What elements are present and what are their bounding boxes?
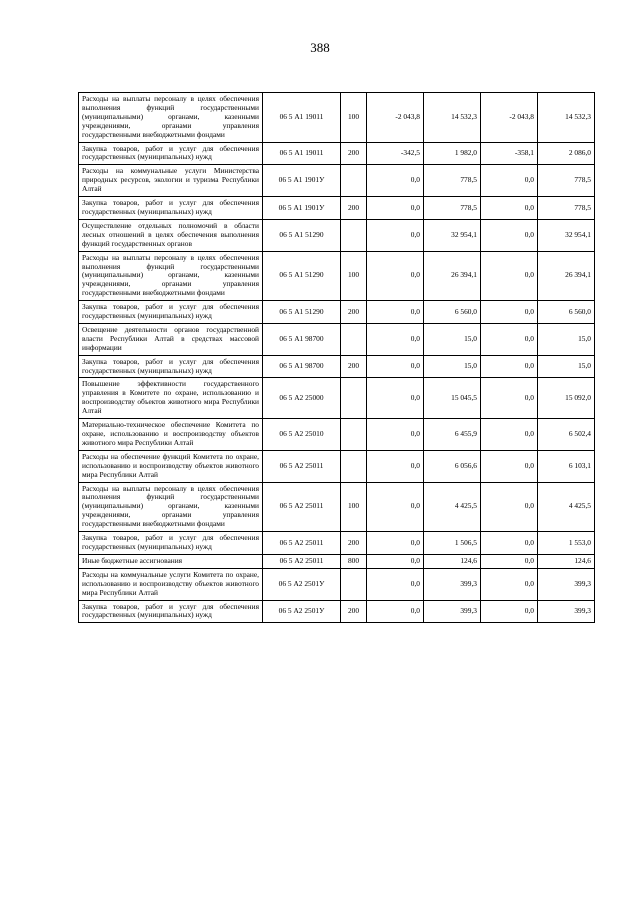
row-value-1-cell: 0,0	[367, 568, 424, 600]
row-vr-cell	[341, 323, 367, 355]
table-row	[79, 482, 595, 532]
row-vr-cell: 200	[341, 142, 367, 165]
row-vr-cell: 200	[341, 532, 367, 555]
row-code-cell: 06 5 А1 19011	[263, 142, 341, 165]
row-value-1-cell: 0,0	[367, 532, 424, 555]
table-row	[79, 251, 595, 301]
row-value-2-cell: 15,0	[424, 323, 481, 355]
row-value-4-cell: 778,5	[538, 197, 595, 220]
row-name-cell: Иные бюджетные ассигнования	[79, 554, 263, 568]
table-row	[79, 568, 595, 600]
row-value-3-cell: 0,0	[481, 482, 538, 532]
row-value-2-cell: 778,5	[424, 165, 481, 197]
table-row	[79, 219, 595, 251]
table-row	[79, 532, 595, 555]
row-value-2-cell: 6 056,6	[424, 450, 481, 482]
row-value-4-cell: 1 553,0	[538, 532, 595, 555]
row-value-4-cell: 6 103,1	[538, 450, 595, 482]
row-value-2-cell: 1 982,0	[424, 142, 481, 165]
row-code-cell: 06 5 А2 25011	[263, 482, 341, 532]
row-value-1-cell: 0,0	[367, 450, 424, 482]
row-value-4-cell: 32 954,1	[538, 219, 595, 251]
row-vr-cell: 800	[341, 554, 367, 568]
row-name-cell: Расходы на выплаты персоналу в целях обеспечения выполнения функций государственными (муниципальными) органами, казенными учреждениями, органами управления государственными внебюджетными фондами	[79, 482, 263, 532]
row-value-2-cell: 399,3	[424, 600, 481, 623]
row-value-1-cell: 0,0	[367, 197, 424, 220]
row-value-1-cell: 0,0	[367, 301, 424, 324]
row-code-cell: 06 5 А2 2501У	[263, 600, 341, 623]
row-value-4-cell: 26 394,1	[538, 251, 595, 301]
row-value-2-cell: 6 560,0	[424, 301, 481, 324]
row-code-cell: 06 5 А2 2501У	[263, 568, 341, 600]
table-row	[79, 600, 595, 623]
row-vr-cell: 100	[341, 251, 367, 301]
row-value-3-cell: 0,0	[481, 419, 538, 451]
row-code-cell: 06 5 А1 98700	[263, 323, 341, 355]
table-row	[79, 197, 595, 220]
row-vr-cell: 100	[341, 93, 367, 143]
row-name-cell: Закупка товаров, работ и услуг для обеспечения государственных (муниципальных) нужд	[79, 301, 263, 324]
table-row	[79, 165, 595, 197]
budget-table	[78, 92, 595, 623]
table-row	[79, 301, 595, 324]
row-value-4-cell: 14 532,3	[538, 93, 595, 143]
row-name-cell: Закупка товаров, работ и услуг для обеспечения государственных (муниципальных) нужд	[79, 532, 263, 555]
row-value-4-cell: 399,3	[538, 600, 595, 623]
row-vr-cell: 200	[341, 301, 367, 324]
row-name-cell: Осуществление отдельных полномочий в области лесных отношений в целях обеспечения выполнения функций государственных органов	[79, 219, 263, 251]
row-value-3-cell: 0,0	[481, 197, 538, 220]
row-code-cell: 06 5 А1 51290	[263, 301, 341, 324]
table-row	[79, 554, 595, 568]
row-code-cell: 06 5 А2 25011	[263, 554, 341, 568]
row-name-cell: Расходы на коммунальные услуги Министерства природных ресурсов, экологии и туризма Республики Алтай	[79, 165, 263, 197]
row-name-cell: Закупка товаров, работ и услуг для обеспечения государственных (муниципальных) нужд	[79, 142, 263, 165]
row-name-cell: Расходы на обеспечение функций Комитета по охране, использованию и воспроизводству объектов животного мира Республики Алтай	[79, 450, 263, 482]
row-value-3-cell: 0,0	[481, 355, 538, 378]
row-value-2-cell: 15,0	[424, 355, 481, 378]
row-value-4-cell: 2 086,0	[538, 142, 595, 165]
row-value-3-cell: 0,0	[481, 554, 538, 568]
row-value-1-cell: 0,0	[367, 219, 424, 251]
row-value-4-cell: 4 425,5	[538, 482, 595, 532]
row-value-1-cell: -342,5	[367, 142, 424, 165]
row-value-1-cell: 0,0	[367, 165, 424, 197]
row-name-cell: Освещение деятельности органов государственной власти Республики Алтай в средствах массовой информации	[79, 323, 263, 355]
row-vr-cell	[341, 419, 367, 451]
table-row	[79, 450, 595, 482]
row-name-cell: Закупка товаров, работ и услуг для обеспечения государственных (муниципальных) нужд	[79, 600, 263, 623]
row-value-3-cell: 0,0	[481, 301, 538, 324]
row-value-1-cell: 0,0	[367, 355, 424, 378]
table-row	[79, 323, 595, 355]
row-name-cell: Расходы на коммунальные услуги Комитета по охране, использованию и воспроизводству объектов животного мира Республики Алтай	[79, 568, 263, 600]
row-value-3-cell: 0,0	[481, 323, 538, 355]
row-code-cell: 06 5 А1 19011	[263, 93, 341, 143]
row-value-1-cell: 0,0	[367, 323, 424, 355]
row-code-cell: 06 5 А1 1901У	[263, 165, 341, 197]
row-value-2-cell: 14 532,3	[424, 93, 481, 143]
row-name-cell: Закупка товаров, работ и услуг для обеспечения государственных (муниципальных) нужд	[79, 197, 263, 220]
row-value-4-cell: 15,0	[538, 355, 595, 378]
row-value-3-cell: 0,0	[481, 532, 538, 555]
table-row	[79, 355, 595, 378]
row-value-3-cell: 0,0	[481, 165, 538, 197]
row-name-cell: Повышение эффективности государственного управления в Комитете по охране, использованию и воспроизводству объектов животного мира Республики Алтай	[79, 378, 263, 419]
row-code-cell: 06 5 А1 51290	[263, 219, 341, 251]
page-number: 388	[310, 40, 330, 55]
row-vr-cell	[341, 219, 367, 251]
row-value-1-cell: 0,0	[367, 419, 424, 451]
row-value-2-cell: 124,6	[424, 554, 481, 568]
row-value-2-cell: 15 045,5	[424, 378, 481, 419]
row-value-1-cell: 0,0	[367, 600, 424, 623]
row-name-cell: Материально-техническое обеспечение Комитета по охране, использованию и воспроизводству объектов животного мира Республики Алтай	[79, 419, 263, 451]
row-vr-cell	[341, 378, 367, 419]
row-vr-cell	[341, 165, 367, 197]
row-value-2-cell: 399,3	[424, 568, 481, 600]
row-value-3-cell: -2 043,8	[481, 93, 538, 143]
row-value-3-cell: 0,0	[481, 568, 538, 600]
row-value-3-cell: 0,0	[481, 251, 538, 301]
row-value-1-cell: 0,0	[367, 378, 424, 419]
row-code-cell: 06 5 А1 51290	[263, 251, 341, 301]
row-value-4-cell: 15,0	[538, 323, 595, 355]
row-value-3-cell: 0,0	[481, 378, 538, 419]
row-value-4-cell: 15 092,0	[538, 378, 595, 419]
row-value-1-cell: -2 043,8	[367, 93, 424, 143]
row-vr-cell: 200	[341, 600, 367, 623]
row-code-cell: 06 5 А2 25010	[263, 419, 341, 451]
row-vr-cell: 100	[341, 482, 367, 532]
row-vr-cell	[341, 568, 367, 600]
table-row	[79, 93, 595, 143]
row-value-2-cell: 32 954,1	[424, 219, 481, 251]
row-code-cell: 06 5 А2 25011	[263, 532, 341, 555]
row-value-4-cell: 399,3	[538, 568, 595, 600]
row-value-4-cell: 6 502,4	[538, 419, 595, 451]
row-value-2-cell: 26 394,1	[424, 251, 481, 301]
row-value-2-cell: 6 455,9	[424, 419, 481, 451]
row-name-cell: Закупка товаров, работ и услуг для обеспечения государственных (муниципальных) нужд	[79, 355, 263, 378]
row-value-1-cell: 0,0	[367, 251, 424, 301]
row-vr-cell: 200	[341, 197, 367, 220]
row-value-1-cell: 0,0	[367, 482, 424, 532]
row-code-cell: 06 5 А1 98700	[263, 355, 341, 378]
row-value-3-cell: -358,1	[481, 142, 538, 165]
row-code-cell: 06 5 А1 1901У	[263, 197, 341, 220]
row-value-3-cell: 0,0	[481, 600, 538, 623]
row-name-cell: Расходы на выплаты персоналу в целях обеспечения выполнения функций государственными (муниципальными) органами, казенными учреждениями, органами управления государственными внебюджетными фондами	[79, 251, 263, 301]
row-value-3-cell: 0,0	[481, 219, 538, 251]
row-code-cell: 06 5 А2 25011	[263, 450, 341, 482]
row-value-1-cell: 0,0	[367, 554, 424, 568]
row-value-2-cell: 1 506,5	[424, 532, 481, 555]
row-value-4-cell: 6 560,0	[538, 301, 595, 324]
row-value-4-cell: 778,5	[538, 165, 595, 197]
row-value-2-cell: 4 425,5	[424, 482, 481, 532]
row-value-2-cell: 778,5	[424, 197, 481, 220]
row-vr-cell	[341, 450, 367, 482]
table-row	[79, 419, 595, 451]
row-value-3-cell: 0,0	[481, 450, 538, 482]
row-vr-cell: 200	[341, 355, 367, 378]
table-row	[79, 142, 595, 165]
row-code-cell: 06 5 А2 25000	[263, 378, 341, 419]
table-row	[79, 378, 595, 419]
row-value-4-cell: 124,6	[538, 554, 595, 568]
row-name-cell: Расходы на выплаты персоналу в целях обеспечения выполнения функций государственными (муниципальными) органами, казенными учреждениями, органами управления государственными внебюджетными фондами	[79, 93, 263, 143]
